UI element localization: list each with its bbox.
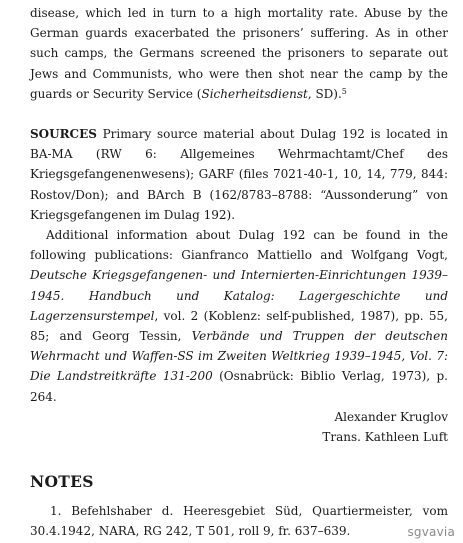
additional-title-2: Verbände und Truppen der deutschen Wehrmacht und Waffen-SS im Zweiten Weltkrieg 1939–1945, Vol. 7: Die Landstreitkräfte 131-200 <box>30 329 448 384</box>
additional-info-paragraph <box>30 225 448 407</box>
additional-text-2: , vol. 2 (Koblenz: self-published, 1987), pp. 55, 85; and Georg Tessin, <box>30 308 448 344</box>
sources-label: SOURCES <box>30 127 97 142</box>
watermark: sgvavia <box>407 525 455 539</box>
intro-text: disease, which led in turn to a high mortality rate. Abuse by the German guards exacerbated the prisoners’ suffering. As in other such camps, the Germans screened the prisoners to separate out Jews and Communists, who were then shot near the camp by the guards or Security Service ( <box>30 6 448 101</box>
translator-signature: Trans. Kathleen Luft <box>322 430 448 445</box>
intro-italic-term: Sicherheitsdienst <box>201 86 308 101</box>
note-item-1: 1. Befehlshaber d. Heeresgebiet Süd, Quartiermeister, vom 30.4.1942, NARA, RG 242, T 501, roll 9, fr. 637–639. <box>30 504 448 539</box>
sources-text: Primary source material about Dulag 192 is located in BA-MA (RW 6: Allgemeines Wehrmachtamt/Chef des Kriegsgefangenenwesens); GARF (files 7021-40-1, 10, 14, 779, 844: Rostov/Don); and BArch B (162/8783–8788: “Aussonderung” von Kriegsgefangenen im Dulag 192). <box>30 127 448 222</box>
intro-tail: , SD). <box>307 86 342 101</box>
intro-paragraph <box>30 3 448 104</box>
additional-text-3: (Osnabrück: Biblio Verlag, 1973), p. 264. <box>30 369 448 404</box>
notes-heading: NOTES <box>30 472 94 492</box>
footnote-marker[interactable]: 5 <box>341 86 347 96</box>
additional-text-1: Additional information about Dulag 192 can be found in the following publications: Gianfranco Mattiello and Wolfgang Vogt, <box>30 228 448 263</box>
sources-paragraph <box>30 124 448 225</box>
document-page <box>30 3 448 542</box>
additional-title-1: Deutsche Kriegsgefangenen- und Internierten-Einrichtungen 1939–1945. Handbuch und Katalog: Lagergeschichte und Lagerzensurstempel <box>30 268 448 323</box>
author-signature: Alexander Kruglov <box>334 409 448 424</box>
